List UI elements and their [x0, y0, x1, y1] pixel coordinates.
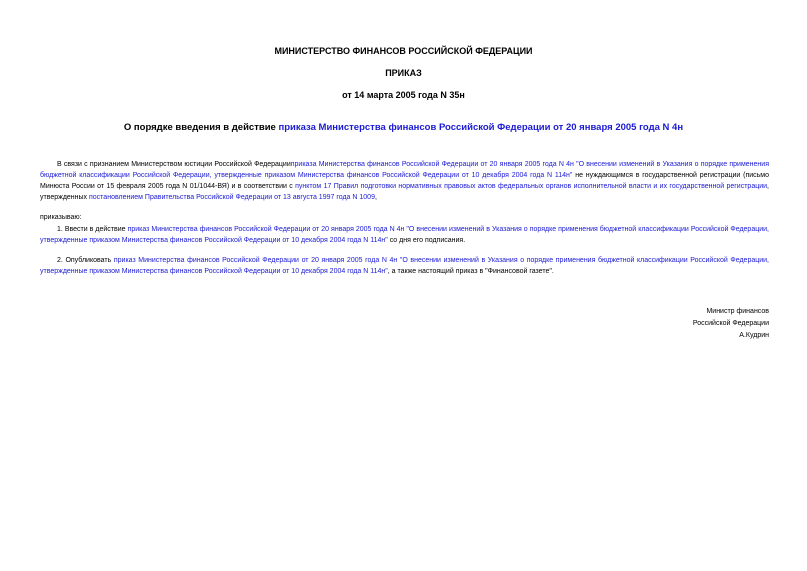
signature-line-1: Министр финансов: [706, 308, 769, 315]
preamble-text-2: не нуждающимся в государственной регистрации (письмо Минюста России от 15 февраля 2005 года N 01/1044-ВЯ) и в соответствии с: [40, 172, 769, 190]
item-2-text-1: 2. Опубликовать: [57, 257, 114, 264]
item-1-text-2: со дня его подписания.: [387, 237, 466, 244]
order-word: приказываю:: [40, 214, 82, 221]
item-2-link[interactable]: приказ Министерства финансов Российской Федерации от 20 января 2005 года N 4н "О внесении изменений в Указания о порядке применения бюджетной классификации Российской Федерации, утвержденные приказом Министерства финансов Российской Федерации от 10 декабря 2004 года N 114н": [40, 257, 769, 275]
item-1-paragraph: [40, 224, 769, 246]
item-1-link[interactable]: приказ Министерства финансов Российской Федерации от 20 января 2005 года N 4н "О внесении изменений в Указания о порядке применения бюджетной классификации Российской Федерации, утвержденные приказом Министерства финансов Российской Федерации от 10 декабря 2004 года N 114н": [40, 226, 769, 244]
item-2-paragraph: [40, 255, 769, 277]
signature-line-3: А.Кудрин: [739, 332, 769, 339]
item-2-text-2: , а также настоящий приказ в "Финансовой газете".: [387, 268, 554, 275]
title-link[interactable]: приказа Министерства финансов Российской Федерации от 20 января 2005 года N 4н: [278, 122, 684, 133]
preamble-link-resolution[interactable]: постановлением Правительства Российской Федерации от 13 августа 1997 года N 1009: [89, 194, 375, 201]
date-number-heading: от 14 марта 2005 года N 35н: [342, 90, 465, 100]
signature-block: [569, 306, 769, 342]
title-prefix: О порядке введения в действие: [123, 122, 279, 133]
item-1-text-1: 1. Ввести в действие: [57, 226, 128, 233]
preamble-text-4: ,: [374, 194, 377, 201]
preamble-paragraph: [40, 159, 769, 203]
preamble-link-rules[interactable]: пунктом 17 Правил подготовки нормативных правовых актов федеральных органов исполнительной власти и их государственной регистрации: [295, 183, 768, 190]
preamble-link-order[interactable]: приказа Министерства финансов Российской Федерации от 20 января 2005 года N 4н "О внесении изменений в Указания о порядке применения бюджетной классификации Российской Федерации, утвержденные приказом Министерства финансов Российской Федерации от 10 декабря 2004 года N 114н": [40, 161, 769, 179]
doc-type-heading: ПРИКАЗ: [385, 68, 422, 78]
preamble-text-3: , утвержденных: [40, 183, 769, 201]
document-title: [120, 122, 687, 134]
ministry-heading: МИНИСТЕРСТВО ФИНАНСОВ РОССИЙСКОЙ ФЕДЕРАЦИИ: [274, 46, 533, 56]
preamble-text-1: В связи с признанием Министерством юстиции Российской Федерации: [57, 161, 291, 168]
signature-line-2: Российской Федерации: [692, 320, 769, 327]
